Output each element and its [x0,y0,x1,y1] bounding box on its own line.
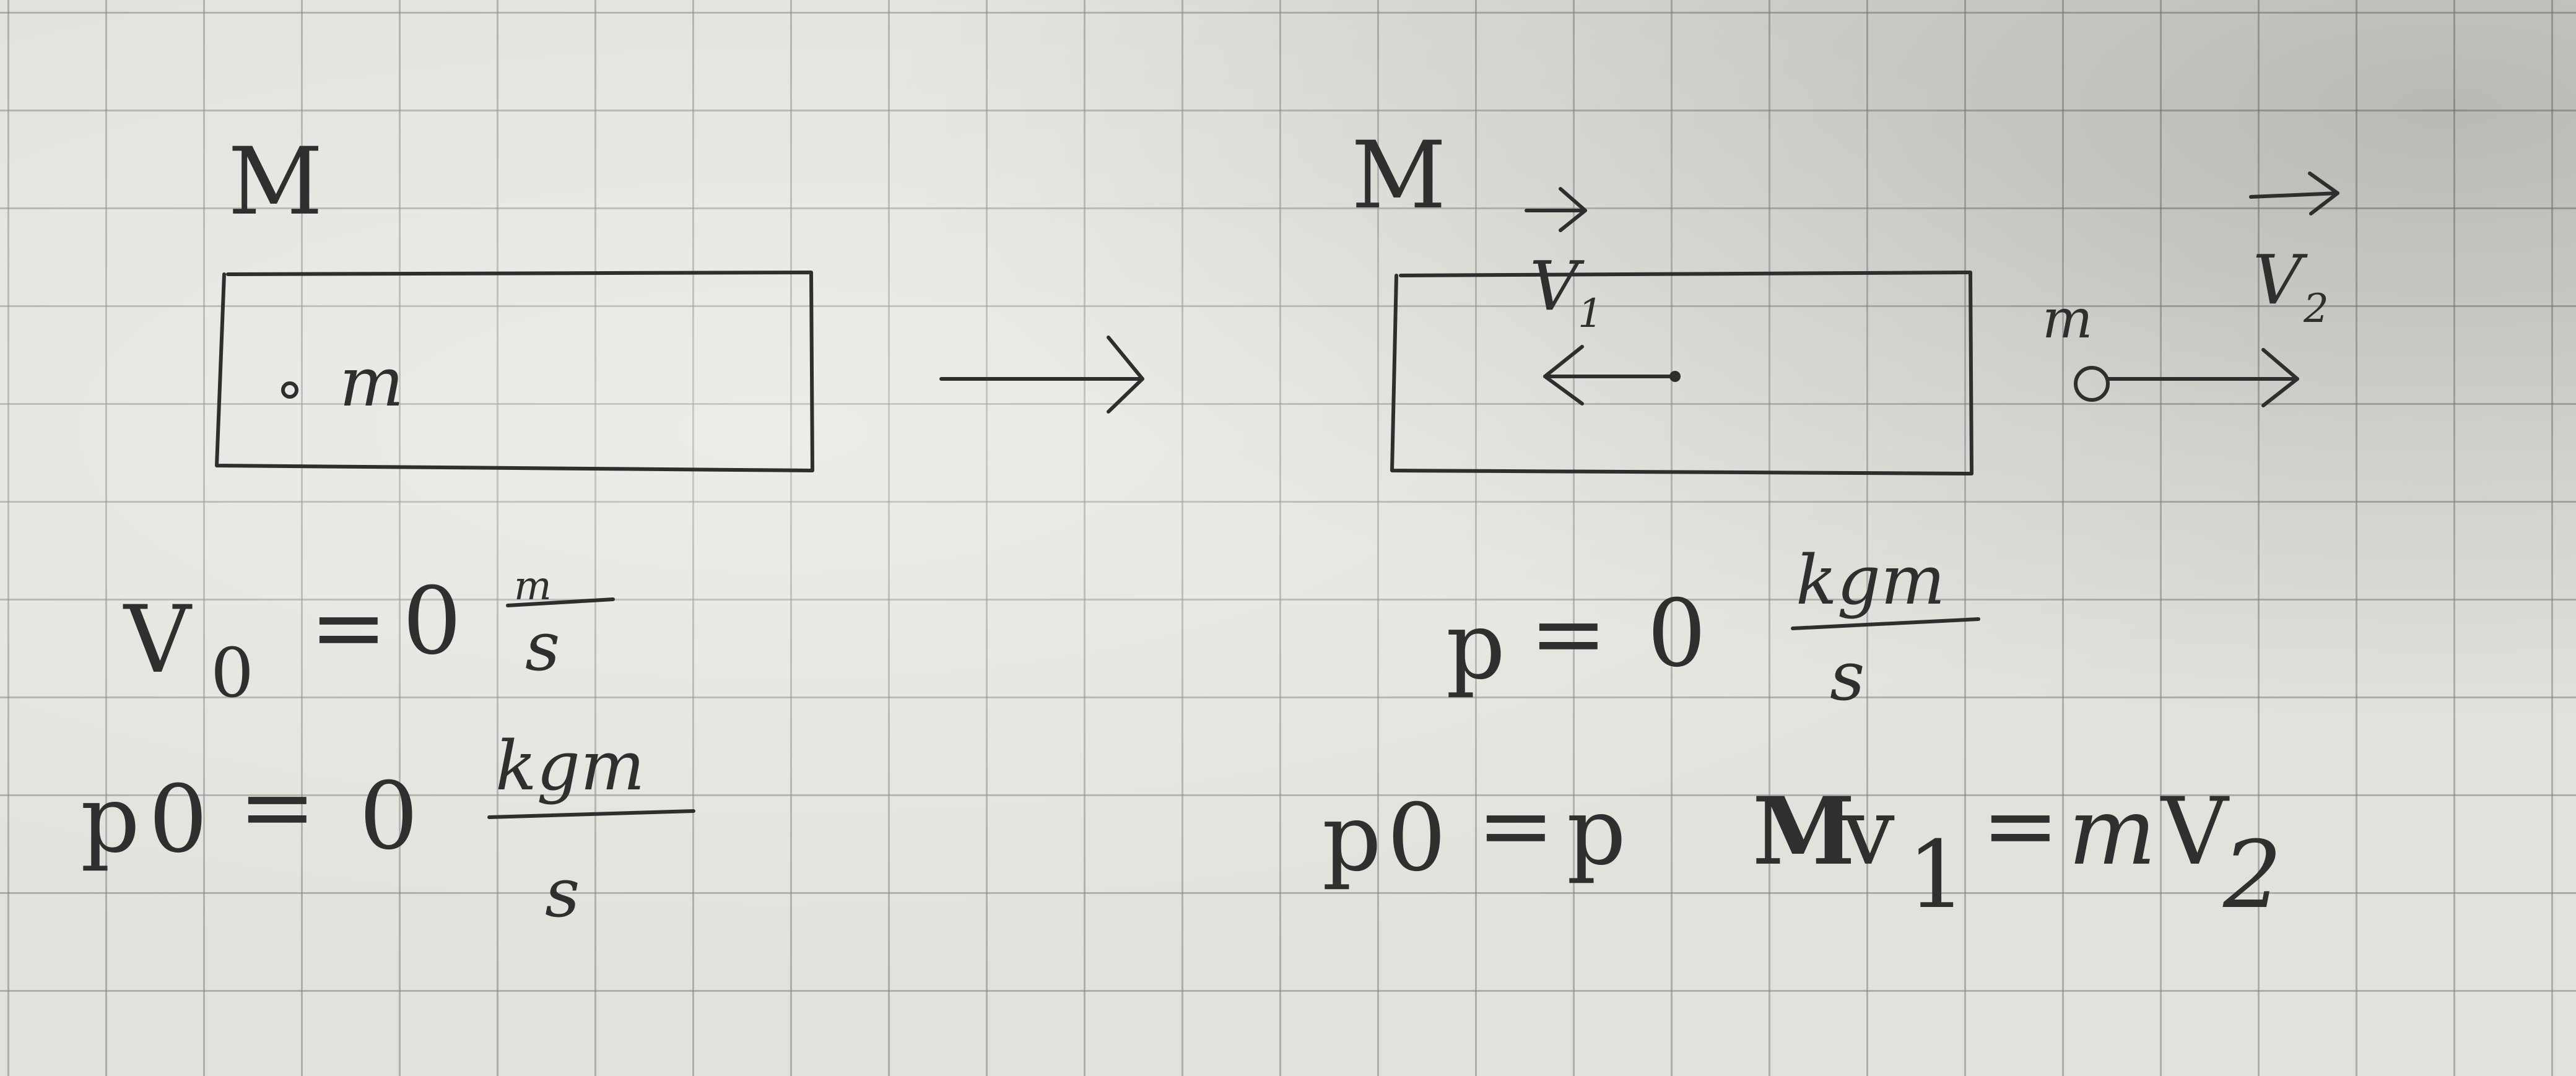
v2-label: V [2253,240,2302,319]
conservation-lhs-subscript: 0 [1387,784,1447,892]
big-mass-box-left [217,272,812,471]
small-mass-dot-left [283,383,297,397]
p-equation [1446,540,1978,716]
v0-equals: = [310,574,388,682]
momentum-equals: = [1982,772,2060,880]
big-mass-label-left: M [228,128,323,236]
v2-vector-arrow-icon [2251,173,2338,214]
small-mass-label-right: m [2042,289,2093,350]
v1-vector-arrow-icon [1526,189,1585,230]
momentum-V-subscript: 2 [2223,822,2282,929]
conservation-rhs: p [1567,778,1627,886]
v2-subscript: 2 [2304,286,2329,332]
small-mass-label-left: m [339,342,404,422]
v0-subscript: 0 [211,633,254,713]
v0-unit-numerator: m [514,563,552,609]
momentum-big-mass: M [1752,777,1856,886]
p-value: 0 [1647,580,1707,688]
after-diagram [1351,122,2338,474]
p0-symbol: p [80,766,141,874]
p-unit-denominator: s [1830,636,1865,716]
p0-value: 0 [359,763,419,870]
p-symbol: p [1446,592,1506,700]
p0-subscript: 0 [149,766,208,874]
v1-subscript: 1 [1578,291,1603,337]
p0-unit-denominator: s [545,853,580,932]
big-mass-velocity-arrow [1545,347,1681,404]
v0-symbol: V [124,586,191,694]
momentum-v-subscript: 1 [1907,822,1967,929]
v0-unit-denominator: s [525,607,560,686]
p0-equals: = [238,753,316,861]
momentum-equation [1752,772,2282,929]
big-mass-center-dot [1669,371,1681,382]
small-mass-circle-right [2076,368,2108,400]
before-diagram [217,128,812,471]
p0-fraction-bar [489,811,694,817]
momentum-V: V [2161,778,2229,886]
momentum-v: v [1842,778,1895,886]
conservation-equation [1322,772,1626,892]
big-mass-label-right: M [1351,122,1447,230]
p-equals: = [1530,580,1608,688]
momentum-small-mass: m [2068,778,2157,886]
transition-arrow [941,337,1142,412]
v0-equation [123,563,613,713]
v1-label: V [1530,246,1579,326]
p-unit-numerator: kgm [1796,540,1946,620]
big-mass-box-right [1392,272,1972,474]
small-mass-velocity-arrow [2108,350,2297,406]
conservation-equals: = [1477,772,1555,880]
conservation-lhs: p [1322,784,1382,892]
p0-unit-numerator: kgm [495,726,645,805]
p-fraction-bar [1793,619,1978,628]
v0-value: 0 [402,568,462,675]
p0-equation [80,726,694,932]
transition-arrow-head [1108,337,1142,412]
